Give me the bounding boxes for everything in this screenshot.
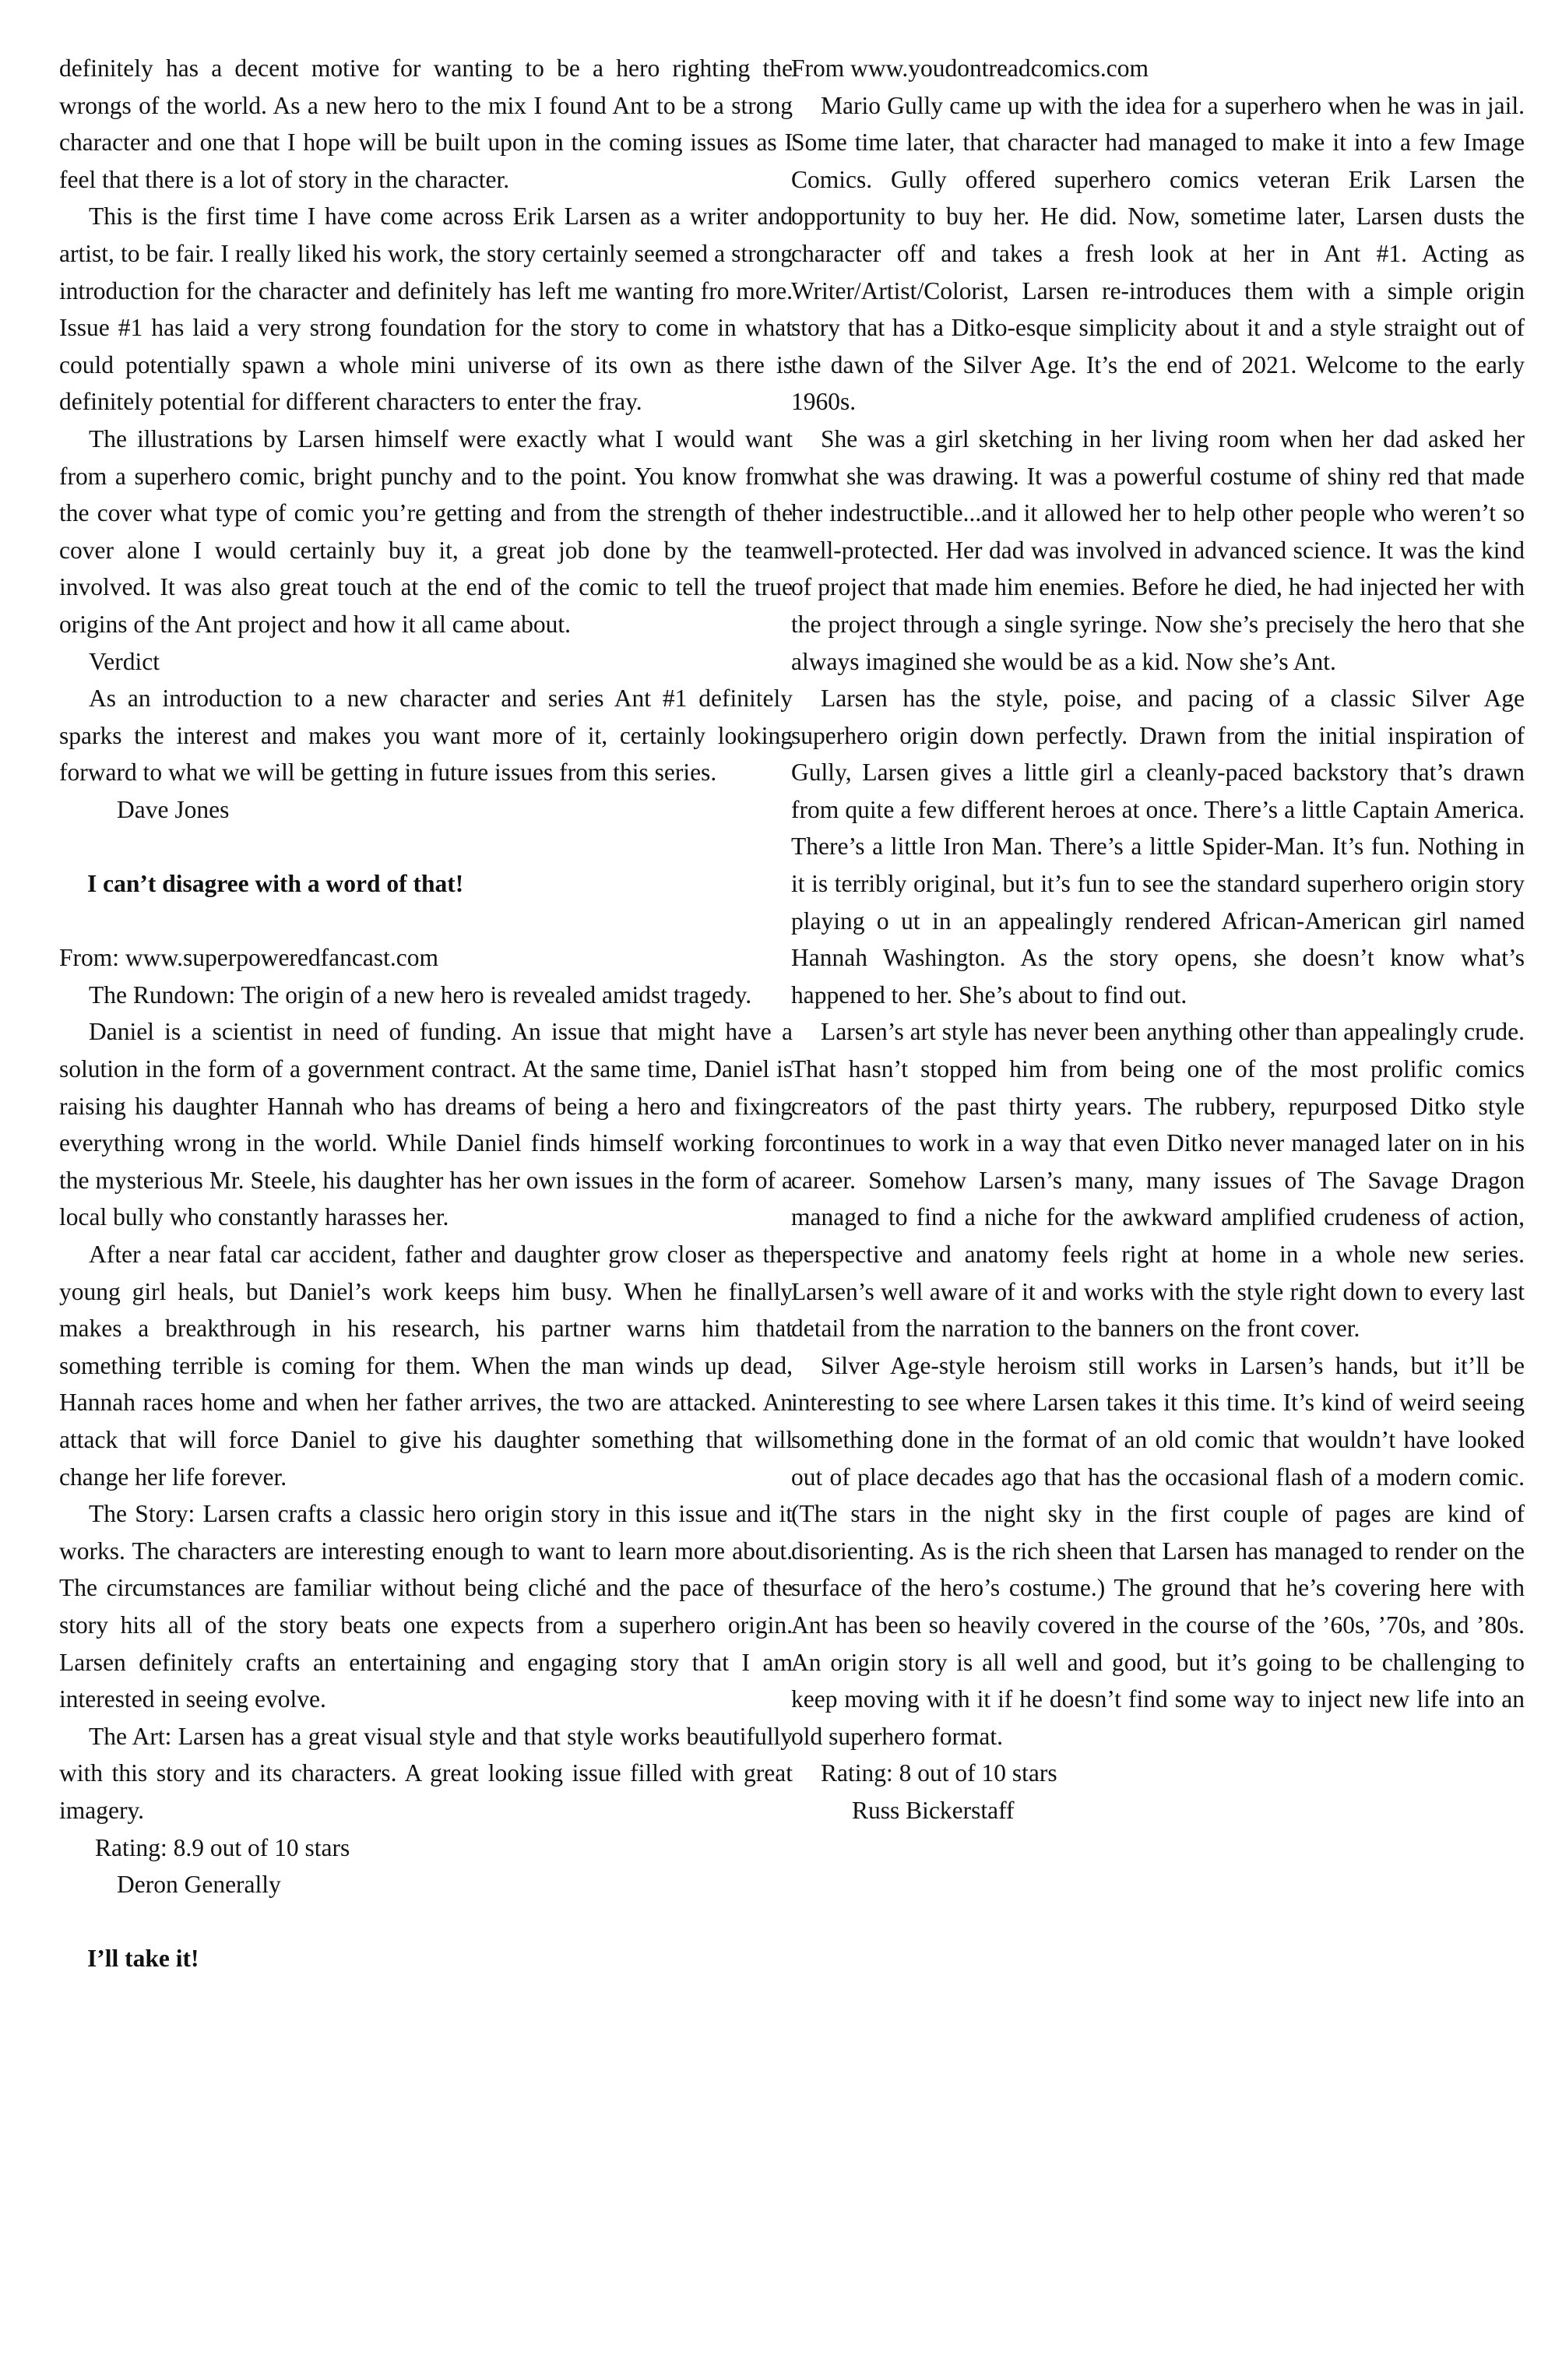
review2-paragraph: The Story: Larsen crafts a classic hero origin story in this issue and it works. The characters are interesting enough to want to learn more about. The circumstances are familiar without being cliché and the pace of the story hits all of the story beats one expects from a superhero origin. Larsen definitely crafts an entertaining and engaging story that I am interested in seeing evolve.	[59, 1500, 793, 1713]
review2-source: From: www.superpoweredfancast.com	[59, 944, 438, 972]
review2-paragraph: After a near fatal car accident, father and daughter grow closer as the young girl heals, but Daniel’s work keeps him busy. When he finally makes a breakthrough in his research, his partner warns him that something terrible is coming for them. When the man winds up dead, Hannah races home and when her father arrives, the two are attacked. An attack that will force Daniel to give his daughter something that will change her life forever.	[59, 1241, 793, 1491]
left-column	[59, 50, 793, 1977]
review1-paragraph: definitely has a decent motive for wanting to be a hero righting the wrongs of the world. As a new hero to the mix I found Ant to be a strong character and one that I hope will be built upon in the coming issues as I feel that there is a lot of story in the character.	[59, 55, 793, 193]
review3-rating: Rating: 8 out of 10 stars	[821, 1759, 1057, 1787]
review2-rating: Rating: 8.9 out of 10 stars	[95, 1833, 350, 1861]
review1-verdict-text: As an introduction to a new character and series Ant #1 definitely sparks the interest and makes you want more of it, certainly looking forward to what we will be getting in future issues from this series.	[59, 685, 793, 787]
review2-paragraph: The Rundown: The origin of a new hero is revealed amidst tragedy.	[89, 981, 752, 1009]
review1-author: Dave Jones	[117, 795, 230, 823]
review3-paragraph: Mario Gully came up with the idea for a superhero when he was in jail. Some time later, that character had managed to make it into a few Image Comics. Gully offered superhero comics veteran Erik Larsen the opportunity to buy her. He did. Now, sometime later, Larsen dusts the character off and takes a fresh look at her in Ant #1. Acting as Writer/Artist/Colorist, Larsen re-introduces them with a simple origin story that has a Ditko-esque simplicity about it and a style straight out of the dawn of the Silver Age. It’s the end of 2021. Welcome to the early 1960s.	[791, 91, 1525, 416]
review3-paragraph: Larsen’s art style has never been anything other than appealingly crude. That hasn’t stopped him from being one of the most prolific comics creators of the past thirty years. The rubbery, repurposed Ditko style continues to work in a way that even Ditko never managed later on in his career. Somehow Larsen’s many, many issues of The Savage Dragon managed to find a niche for the awkward amplified crudeness of action, perspective and anatomy feels right at home in a whole new series. Larsen’s well aware of it and works with the style right down to every last detail from the narration to the banners on the front cover.	[791, 1018, 1525, 1343]
review3-author: Russ Bickerstaff	[852, 1796, 1015, 1824]
review2-paragraph: The Art: Larsen has a great visual style and that style works beautifully with this story and its characters. A great looking issue filled with great imagery.	[59, 1722, 793, 1824]
review3-source: From www.youdontreadcomics.com	[791, 55, 1149, 82]
review1-verdict-heading: Verdict	[89, 647, 160, 675]
review2-paragraph: Daniel is a scientist in need of funding. An issue that might have a solution in the form of a government contract. At the same time, Daniel is raising his daughter Hannah who has dreams of being a hero and fixing everything wrong in the world. While Daniel finds himself working for the mysterious Mr. Steele, his daughter has her own issues in the form of a local bully who constantly harasses her.	[59, 1018, 793, 1231]
review3-paragraph: Silver Age-style heroism still works in Larsen’s hands, but it’ll be interesting to see where Larsen takes it this time. It’s kind of weird seeing something done in the format of an old comic that wouldn’t have looked out of place decades ago that has the occasional flash of a modern comic. (The stars in the night sky in the first couple of pages are kind of disorienting. As is the rich sheen that Larsen has managed to render on the surface of the hero’s costume.) The ground that he’s covering here with Ant has been so heavily covered in the course of the ’60s, ’70s, and ’80s. An origin story is all well and good, but it’s going to be challenging to keep moving with it if he doesn’t find some way to inject new life into an old superhero format.	[791, 1351, 1525, 1750]
editor-response-2: I’ll take it!	[87, 1945, 199, 1973]
review1-paragraph: The illustrations by Larsen himself were exactly what I would want from a superhero comic, bright punchy and to the point. You know from the cover what type of comic you’re getting and from the strength of the cover alone I would certainly buy it, a great job done by the team involved. It was also great touch at the end of the comic to tell the true origins of the Ant project and how it all came about.	[59, 424, 793, 638]
right-column	[791, 50, 1525, 1829]
editor-response-1: I can’t disagree with a word of that!	[87, 870, 464, 898]
review3-paragraph: Larsen has the style, poise, and pacing of a classic Silver Age superhero origin down perfectly. Drawn from the initial inspiration of Gully, Larsen gives a little girl a cleanly-paced backstory that’s drawn from quite a few different heroes at once. There’s a little Captain America. There’s a little Iron Man. There’s a little Spider-Man. It’s fun. Nothing in it is terribly original, but it’s fun to see the standard superhero origin story playing o ut in an appealingly rendered African-American girl named Hannah Washington. As the story opens, she doesn’t know what’s happened to her. She’s about to find out.	[791, 685, 1525, 1009]
review2-author: Deron Generally	[117, 1871, 281, 1899]
review3-paragraph: She was a girl sketching in her living room when her dad asked her what she was drawing. It was a powerful costume of shiny red that made her indestructible...and it allowed her to help other people who weren’t so well-protected. Her dad was involved in advanced science. It was the kind of project that made him enemies. Before he died, he had injected her with the project through a single syringe. Now she’s precisely the hero that she always imagined she would be as a kid. Now she’s Ant.	[791, 424, 1525, 675]
review1-paragraph: This is the first time I have come across Erik Larsen as a writer and artist, to be fair. I really liked his work, the story certainly seemed a strong introduction for the character and definitely has left me wanting fro more. Issue #1 has laid a very strong foundation for the story to come in what could potentially spawn a whole mini universe of its own as there is definitely potential for different characters to enter the fray.	[59, 202, 793, 416]
